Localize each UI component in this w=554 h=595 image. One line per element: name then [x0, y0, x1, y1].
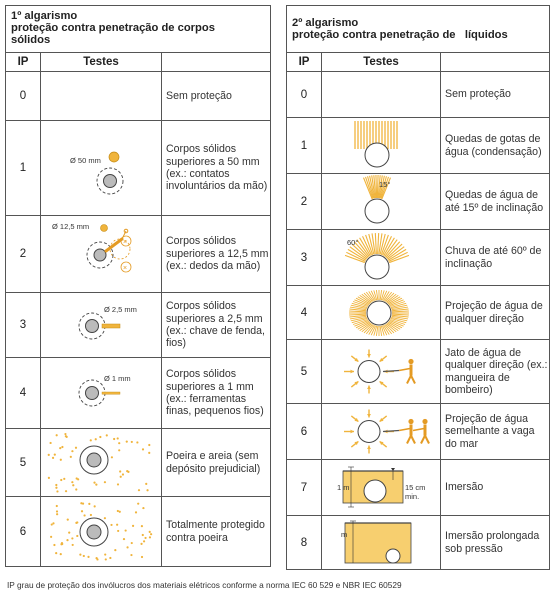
- svg-text:1 m: 1 m: [337, 483, 350, 492]
- ip6-dust-tight-test-illustration: [41, 497, 162, 566]
- table-row: 4 Ø 1 mm Corpos sólidos superiores a 1 mm (ex.: ferramentas finas, pequenos fios): [6, 358, 270, 429]
- ip4-splash-illustration: [322, 286, 441, 339]
- svg-text:Ø 12,5 mm: Ø 12,5 mm: [52, 222, 90, 231]
- ip7-immersion-illustration: [322, 460, 441, 515]
- powerful-water-jet-icon: [323, 405, 439, 458]
- dust-field-icon: [42, 498, 160, 565]
- table-row: 2 Ø 12,5 mm × × Corpos sólidos superiores a 12,5 mm (ex.: dedos da mão): [6, 216, 270, 293]
- solids-protection-table: [5, 5, 271, 567]
- svg-text:m: m: [341, 530, 348, 539]
- solids-column-header: [6, 53, 270, 72]
- water-jet-icon: [323, 341, 439, 402]
- ip1-dripping-water-illustration: [322, 118, 441, 173]
- ip3-rain-illustration: [322, 230, 441, 285]
- table-row: 7 1 m 15 cm min. Imersão: [287, 460, 549, 516]
- water-spray-60-icon: [323, 231, 439, 284]
- table-row: 6 Projeção de água semelhante a vaga do mar: [287, 404, 549, 460]
- table-row: 4 Projeção de água de qualquer direção: [287, 286, 549, 340]
- ip5-water-jet-illustration: [322, 340, 441, 403]
- footnote: IP grau de proteção dos invólucros dos materiais elétricos conforme a norma IEC 60 529 e NBR IEC 60529: [7, 580, 402, 590]
- svg-text:15 cm: 15 cm: [405, 483, 426, 492]
- water-spray-15-icon: [323, 175, 439, 228]
- svg-text:60°: 60°: [347, 238, 359, 247]
- ip6-powerful-jet-illustration: [322, 404, 441, 459]
- ip2-finger-test-illustration: [41, 216, 162, 292]
- svg-text:Ø 50 mm: Ø 50 mm: [70, 156, 101, 165]
- pressure-tank-icon: [323, 517, 439, 568]
- svg-text:×: ×: [123, 239, 128, 246]
- dripping-water-icon: [323, 119, 439, 172]
- ip4-wire-test-illustration: [41, 358, 162, 428]
- col-ip: IP: [6, 53, 41, 71]
- ip1-solid-test-illustration: [41, 121, 162, 215]
- solids-table-title: 1º algarismo proteção contra penetração de corpos sólidos: [6, 6, 270, 53]
- dust-field-icon: [42, 430, 160, 495]
- table-row: 8 m Imersão prolongada sob pressão: [287, 516, 549, 569]
- ip5-dust-test-illustration: [41, 429, 162, 496]
- table-row: 3 60° Chuva de até 60º de inclinação: [287, 230, 549, 286]
- table-row: 2 15° Quedas de água de até 15º de inclinação: [287, 174, 549, 230]
- table-row: 0 Sem proteção: [6, 72, 270, 121]
- svg-text:Ø 2,5 mm: Ø 2,5 mm: [104, 305, 137, 314]
- table-row: 3 Ø 2,5 mm Corpos sólidos superiores a 2,5 mm (ex.: chave de fenda, fios): [6, 293, 270, 358]
- table-row: 6 Totalmente protegido contra poeira: [6, 497, 270, 566]
- liquids-table-title: 2º algarismo proteção contra penetração de líquidos: [287, 6, 549, 53]
- liquids-protection-table: [286, 5, 550, 570]
- water-splash-icon: [323, 287, 439, 338]
- liquids-column-header: IP Testes: [287, 53, 549, 72]
- table-row: 1 Quedas de gotas de água (condensação): [287, 118, 549, 174]
- table-row: 0 Sem proteção: [287, 72, 549, 118]
- immersion-tank-icon: [323, 461, 439, 514]
- svg-text:Ø 1 mm: Ø 1 mm: [104, 374, 131, 383]
- table-row: 1 Ø 50 mm Corpos sólidos superiores a 50 mm (ex.: contatos involuntários da mão): [6, 121, 270, 216]
- col-tests: Testes: [41, 53, 162, 71]
- ip3-tool-test-illustration: [41, 293, 162, 357]
- svg-text:15°: 15°: [379, 180, 391, 189]
- svg-text:min.: min.: [405, 492, 420, 501]
- table-row: 5 Jato de água de qualquer direção (ex.: mangueira de bombeiro): [287, 340, 549, 404]
- ip8-prolonged-immersion-illustration: [322, 516, 441, 569]
- ip2-tilted-drip-illustration: [322, 174, 441, 229]
- svg-text:×: ×: [123, 265, 128, 272]
- table-row: 5 Poeira e areia (sem depósito prejudicial): [6, 429, 270, 497]
